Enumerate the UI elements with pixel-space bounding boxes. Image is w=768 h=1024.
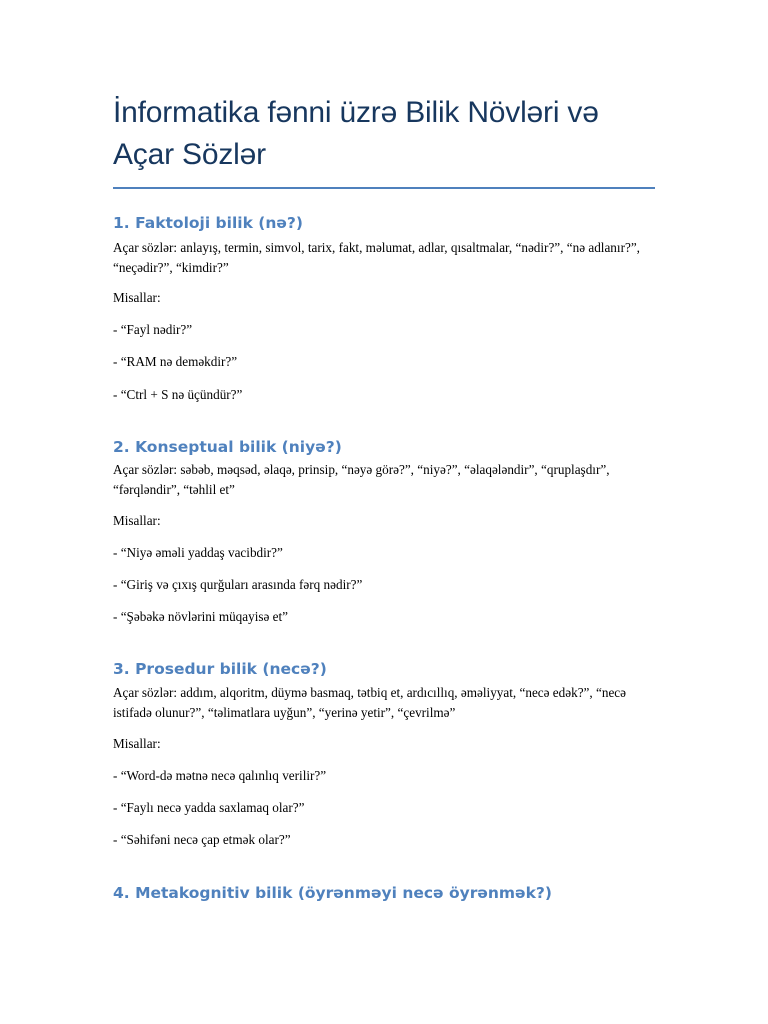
example-item: - “Word-də mətnə necə qalınlıq verilir?” (113, 768, 327, 783)
example-item: - “Faylı necə yadda saxlamaq olar?” (113, 800, 305, 815)
section-heading-faktoloji: 1. Faktoloji bilik (nə?) (113, 214, 304, 232)
example-item: - “Niyə əməli yaddaş vacibdir?” (113, 545, 283, 560)
example-item: - “RAM nə deməkdir?” (113, 354, 238, 369)
section-heading-konseptual: 2. Konseptual bilik (niyə?) (113, 438, 342, 456)
section-heading-prosedur: 3. Prosedur bilik (necə?) (113, 660, 327, 678)
title-divider (113, 187, 655, 189)
example-item: - “Səhifəni necə çap etmək olar?” (113, 832, 291, 847)
document-title: İnformatika fənni üzrə Bilik Növləri və Açar Sözlər (113, 96, 599, 171)
examples-label-prosedur: Misallar: (113, 736, 161, 751)
section-keywords-prosedur: Açar sözlər: addım, alqoritm, düymə basmaq, tətbiq et, ardıcıllıq, əməliyyat, “necə edək?”, “necə istifadə olunur?”, “təlimatlara uyğun”, “yerinə yetir”, “çevrilmə” (113, 685, 626, 720)
example-item: - “Giriş və çıxış qurğuları arasında fərq nədir?” (113, 577, 363, 592)
section-keywords-faktoloji: Açar sözlər: anlayış, termin, simvol, tarix, fakt, məlumat, adlar, qısaltmalar, “nədir?”, “nə adlanır?”, “neçədir?”, “kimdir?” (113, 240, 640, 275)
document-page (113, 0, 658, 902)
section-keywords-konseptual: Açar sözlər: səbəb, məqsəd, əlaqə, prinsip, “nəyə görə?”, “niyə?”, “əlaqələndir”, “qruplaşdır”, “fərqləndir”, “təhlil et” (113, 462, 610, 497)
example-item: - “Ctrl + S nə üçündür?” (113, 387, 243, 402)
example-item: - “Şəbəkə növlərini müqayisə et” (113, 609, 289, 624)
examples-label-konseptual: Misallar: (113, 513, 161, 528)
section-heading-metakognitiv: 4. Metakognitiv bilik (öyrənməyi necə öyrənmək?) (113, 884, 552, 902)
example-item: - “Fayl nədir?” (113, 322, 193, 337)
examples-label-faktoloji: Misallar: (113, 290, 161, 305)
